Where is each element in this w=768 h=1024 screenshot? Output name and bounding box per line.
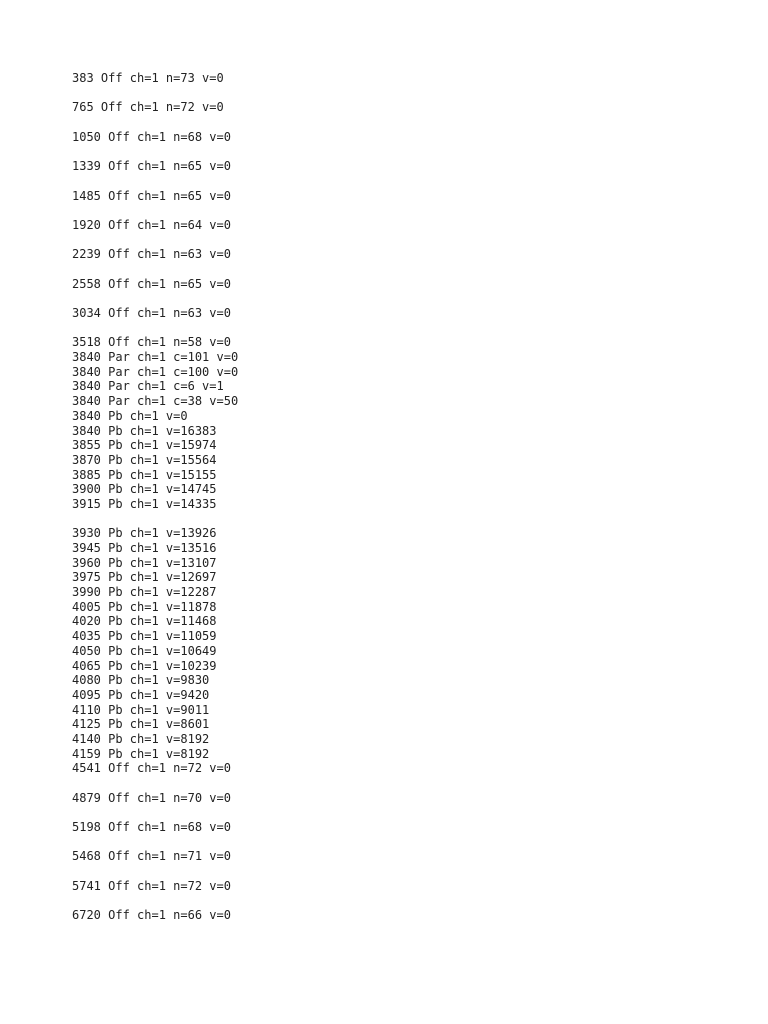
event-line: 4050 Pb ch=1 v=10649 xyxy=(72,643,217,658)
event-line: 4110 Pb ch=1 v=9011 xyxy=(72,702,210,717)
blank-line xyxy=(72,144,752,159)
blank-line xyxy=(72,894,752,909)
blank-line xyxy=(72,835,752,850)
event-line: 3840 Pb ch=1 v=16383 xyxy=(72,423,217,438)
event-line: 383 Off ch=1 n=73 v=0 xyxy=(72,71,224,85)
event-line: 4879 Off ch=1 n=70 v=0 xyxy=(72,790,231,805)
event-line: 765 Off ch=1 n=72 v=0 xyxy=(72,100,224,115)
blank-line xyxy=(72,291,752,306)
blank-line xyxy=(72,203,752,218)
event-line: 3840 Pb ch=1 v=0 xyxy=(72,408,188,423)
event-line: 3915 Pb ch=1 v=14335 xyxy=(72,496,217,511)
event-line: 3518 Off ch=1 n=58 v=0 xyxy=(72,335,231,350)
event-line: 3945 Pb ch=1 v=13516 xyxy=(72,541,217,555)
event-line: 4095 Pb ch=1 v=9420 xyxy=(72,687,210,702)
event-line: 3975 Pb ch=1 v=12697 xyxy=(72,570,217,585)
event-line: 4159 Pb ch=1 v=8192 xyxy=(72,746,210,761)
blank-line xyxy=(72,174,752,189)
blank-line xyxy=(72,115,752,130)
blank-line xyxy=(72,805,752,820)
event-line: 3855 Pb ch=1 v=15974 xyxy=(72,438,217,453)
event-line: 3885 Pb ch=1 v=15155 xyxy=(72,467,217,482)
event-line: 5198 Off ch=1 n=68 v=0 xyxy=(72,820,231,835)
event-line: 4065 Pb ch=1 v=10239 xyxy=(72,658,217,673)
blank-line xyxy=(72,86,752,101)
event-line: 4020 Pb ch=1 v=11468 xyxy=(72,614,217,629)
blank-line xyxy=(72,776,752,791)
event-line: 1339 Off ch=1 n=65 v=0 xyxy=(72,159,231,174)
event-line: 3870 Pb ch=1 v=15564 xyxy=(72,452,217,467)
event-line: 3900 Pb ch=1 v=14745 xyxy=(72,482,217,497)
event-line: 3840 Par ch=1 c=6 v=1 xyxy=(72,379,224,394)
event-line: 4140 Pb ch=1 v=8192 xyxy=(72,731,210,746)
event-line: 2239 Off ch=1 n=63 v=0 xyxy=(72,247,231,262)
blank-line xyxy=(72,512,752,527)
event-line: 2558 Off ch=1 n=65 v=0 xyxy=(72,276,231,291)
event-line: 5741 Off ch=1 n=72 v=0 xyxy=(72,878,231,893)
event-line: 4541 Off ch=1 n=72 v=0 xyxy=(72,761,231,776)
event-line: 4125 Pb ch=1 v=8601 xyxy=(72,717,210,732)
event-line: 4005 Pb ch=1 v=11878 xyxy=(72,599,217,614)
blank-line xyxy=(72,233,752,248)
event-line: 1485 Off ch=1 n=65 v=0 xyxy=(72,188,231,203)
event-line: 3840 Par ch=1 c=38 v=50 xyxy=(72,394,239,409)
blank-line xyxy=(72,864,752,879)
midi-event-listing xyxy=(72,71,752,923)
event-line: 1050 Off ch=1 n=68 v=0 xyxy=(72,129,231,144)
event-line: 4035 Pb ch=1 v=11059 xyxy=(72,629,217,644)
event-line: 6720 Off ch=1 n=66 v=0 xyxy=(72,908,231,923)
event-line: 4080 Pb ch=1 v=9830 xyxy=(72,673,210,688)
event-line: 3840 Par ch=1 c=100 v=0 xyxy=(72,364,239,379)
event-line: 3930 Pb ch=1 v=13926 xyxy=(72,526,217,541)
event-line: 3960 Pb ch=1 v=13107 xyxy=(72,555,217,570)
event-line: 3840 Par ch=1 c=101 v=0 xyxy=(72,350,239,365)
event-line: 5468 Off ch=1 n=71 v=0 xyxy=(72,849,231,864)
event-line: 3990 Pb ch=1 v=12287 xyxy=(72,585,217,600)
event-line: 3034 Off ch=1 n=63 v=0 xyxy=(72,306,231,320)
blank-line xyxy=(72,321,752,336)
event-line: 1920 Off ch=1 n=64 v=0 xyxy=(72,217,231,232)
blank-line xyxy=(72,262,752,277)
